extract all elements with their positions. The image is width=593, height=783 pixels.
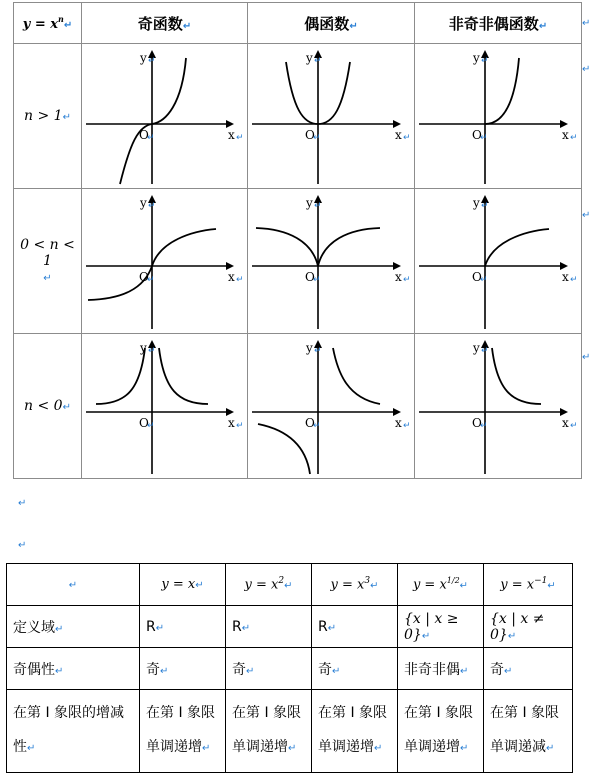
- return-mark-icon: ↵: [349, 20, 358, 32]
- power-function-property-table: [6, 563, 573, 773]
- return-mark-icon: ↵: [147, 275, 155, 285]
- y-axis-label: y: [306, 51, 313, 65]
- x-axis-label: x: [562, 128, 569, 142]
- x-axis-arrow: [393, 120, 401, 128]
- x-axis-arrow: [560, 120, 568, 128]
- return-mark-icon: ↵: [480, 421, 488, 431]
- function-curve: [258, 424, 310, 474]
- y-axis-label: y: [140, 341, 147, 355]
- origin-label: O: [139, 270, 149, 284]
- return-mark-icon: ↵: [582, 352, 591, 363]
- return-mark-icon: ↵: [236, 275, 244, 285]
- mono-x2: 在第 I 象限单调递增↵: [226, 690, 312, 773]
- domain-x3: R↵: [312, 606, 398, 648]
- y-axis-label: y: [140, 51, 147, 65]
- x-axis-arrow: [560, 408, 568, 416]
- return-mark-icon: ↵: [63, 20, 73, 31]
- origin-label: O: [305, 270, 315, 284]
- empty-corner: ↵: [7, 564, 140, 606]
- col-head-x-inv: $y = x^{-1}↵$: [484, 564, 573, 606]
- function-curve: [492, 348, 541, 404]
- return-mark-icon: ↵: [403, 133, 411, 143]
- domain-x: R↵: [140, 606, 226, 648]
- return-mark-icon: ↵: [403, 275, 411, 285]
- return-mark-icon: ↵: [18, 498, 27, 509]
- col-head-x3: $y = x^3↵$: [312, 564, 398, 606]
- row-label-parity: 奇偶性↵: [7, 648, 140, 690]
- return-mark-icon: ↵: [313, 133, 321, 143]
- y-axis-label: y: [306, 341, 313, 355]
- return-mark-icon: ↵: [480, 133, 488, 143]
- domain-x-half: {x | x ≥ 0}↵: [398, 606, 484, 648]
- return-mark-icon: ↵: [314, 346, 322, 356]
- mono-x: 在第 I 象限单调递增↵: [140, 690, 226, 773]
- col-head-x: y = x↵: [140, 564, 226, 606]
- row-label-monotonicity: 在第 I 象限的增减性↵: [7, 690, 140, 773]
- function-curve: [485, 58, 519, 124]
- graph-even-n-lt-0: [248, 334, 415, 478]
- return-mark-icon: ↵: [18, 540, 27, 551]
- origin-label: O: [472, 416, 482, 430]
- x-axis-label: x: [228, 416, 235, 430]
- x-axis-arrow: [560, 262, 568, 270]
- function-curve: [96, 348, 145, 404]
- graph-neither-0-lt-n-lt-1: [415, 189, 582, 333]
- graph-cell: [248, 334, 415, 479]
- header-odd: 奇函数↵: [82, 3, 248, 44]
- return-mark-icon: ↵: [403, 421, 411, 431]
- row-label-0-lt-n-lt-1: 0 < n < 1 ↵: [14, 189, 82, 334]
- return-mark-icon: ↵: [582, 64, 591, 75]
- graph-cell: [82, 44, 248, 189]
- y-axis-label: y: [306, 196, 313, 210]
- graph-cell: [248, 189, 415, 334]
- return-mark-icon: ↵: [582, 18, 591, 29]
- function-curve: [485, 229, 549, 266]
- header-neither: 非奇非偶函数↵: [415, 3, 582, 44]
- corner-cell: [14, 3, 82, 44]
- return-mark-icon: ↵: [582, 210, 591, 221]
- corner-formula: y = x: [22, 17, 59, 32]
- return-mark-icon: ↵: [570, 421, 578, 431]
- x-axis-arrow: [393, 408, 401, 416]
- domain-x2: R↵: [226, 606, 312, 648]
- return-mark-icon: ↵: [148, 346, 156, 356]
- graph-odd-0-lt-n-lt-1: [82, 189, 248, 333]
- y-axis-label: y: [473, 341, 480, 355]
- x-axis-label: x: [228, 128, 235, 142]
- return-mark-icon: ↵: [314, 201, 322, 211]
- x-axis-arrow: [393, 262, 401, 270]
- function-curve: [120, 58, 186, 184]
- row-label-n-gt-1: n > 1↵: [14, 44, 82, 189]
- x-axis-arrow: [226, 262, 234, 270]
- graph-even-0-lt-n-lt-1: [248, 189, 415, 333]
- graph-cell: [415, 44, 582, 189]
- graph-odd-n-gt-1: [82, 44, 248, 188]
- return-mark-icon: ↵: [481, 346, 489, 356]
- return-mark-icon: ↵: [480, 275, 488, 285]
- col-head-x-half: $y = x^{1/2}↵$: [398, 564, 484, 606]
- x-axis-arrow: [226, 120, 234, 128]
- row-label-n-lt-0: n < 0↵: [14, 334, 82, 479]
- corner-exponent: n: [58, 14, 64, 24]
- x-axis-label: x: [562, 270, 569, 284]
- function-curve: [333, 348, 380, 404]
- mono-x-half: 在第 I 象限单调递增↵: [398, 690, 484, 773]
- return-mark-icon: ↵: [313, 275, 321, 285]
- origin-label: O: [139, 416, 149, 430]
- graph-cell: [248, 44, 415, 189]
- domain-x-inv: {x | x ≠ 0}↵: [484, 606, 573, 648]
- origin-label: O: [305, 128, 315, 142]
- x-axis-label: x: [395, 270, 402, 284]
- graph-even-n-gt-1: [248, 44, 415, 188]
- graph-cell: [415, 189, 582, 334]
- y-axis-label: y: [473, 51, 480, 65]
- return-mark-icon: ↵: [313, 421, 321, 431]
- power-function-graph-table: [13, 2, 582, 479]
- return-mark-icon: ↵: [314, 56, 322, 66]
- x-axis-label: x: [562, 416, 569, 430]
- return-mark-icon: ↵: [148, 201, 156, 211]
- origin-label: O: [139, 128, 149, 142]
- mono-x3: 在第 I 象限单调递增↵: [312, 690, 398, 773]
- graph-cell: [82, 189, 248, 334]
- function-curve: [159, 348, 208, 404]
- x-axis-label: x: [395, 416, 402, 430]
- x-axis-label: x: [395, 128, 402, 142]
- graph-cell: [82, 334, 248, 479]
- x-axis-arrow: [226, 408, 234, 416]
- return-mark-icon: ↵: [481, 56, 489, 66]
- return-mark-icon: ↵: [538, 20, 548, 32]
- parity-x: 奇↵: [140, 648, 226, 690]
- y-axis-label: y: [140, 196, 147, 210]
- mono-x-inv: 在第 I 象限单调递减↵: [484, 690, 573, 773]
- parity-x-half: 非奇非偶↵: [398, 648, 484, 690]
- header-even: 偶函数↵: [248, 3, 415, 44]
- y-axis-label: y: [473, 196, 480, 210]
- graph-cell: [415, 334, 582, 479]
- return-mark-icon: ↵: [236, 421, 244, 431]
- return-mark-icon: ↵: [148, 56, 156, 66]
- graph-neither-n-gt-1: [415, 44, 582, 188]
- parity-x2: 奇↵: [226, 648, 312, 690]
- return-mark-icon: ↵: [570, 133, 578, 143]
- return-mark-icon: ↵: [481, 201, 489, 211]
- return-mark-icon: ↵: [147, 421, 155, 431]
- origin-label: O: [472, 128, 482, 142]
- origin-label: O: [305, 416, 315, 430]
- origin-label: O: [472, 270, 482, 284]
- x-axis-label: x: [228, 270, 235, 284]
- parity-x3: 奇↵: [312, 648, 398, 690]
- graph-neither-n-lt-0: [415, 334, 582, 478]
- col-head-x2: $y = x^2↵$: [226, 564, 312, 606]
- row-label-domain: 定义域↵: [7, 606, 140, 648]
- return-mark-icon: ↵: [236, 133, 244, 143]
- return-mark-icon: ↵: [570, 275, 578, 285]
- return-mark-icon: ↵: [182, 20, 192, 32]
- parity-x-inv: 奇↵: [484, 648, 573, 690]
- return-mark-icon: ↵: [147, 133, 155, 143]
- graph-odd-n-lt-0: [82, 334, 248, 478]
